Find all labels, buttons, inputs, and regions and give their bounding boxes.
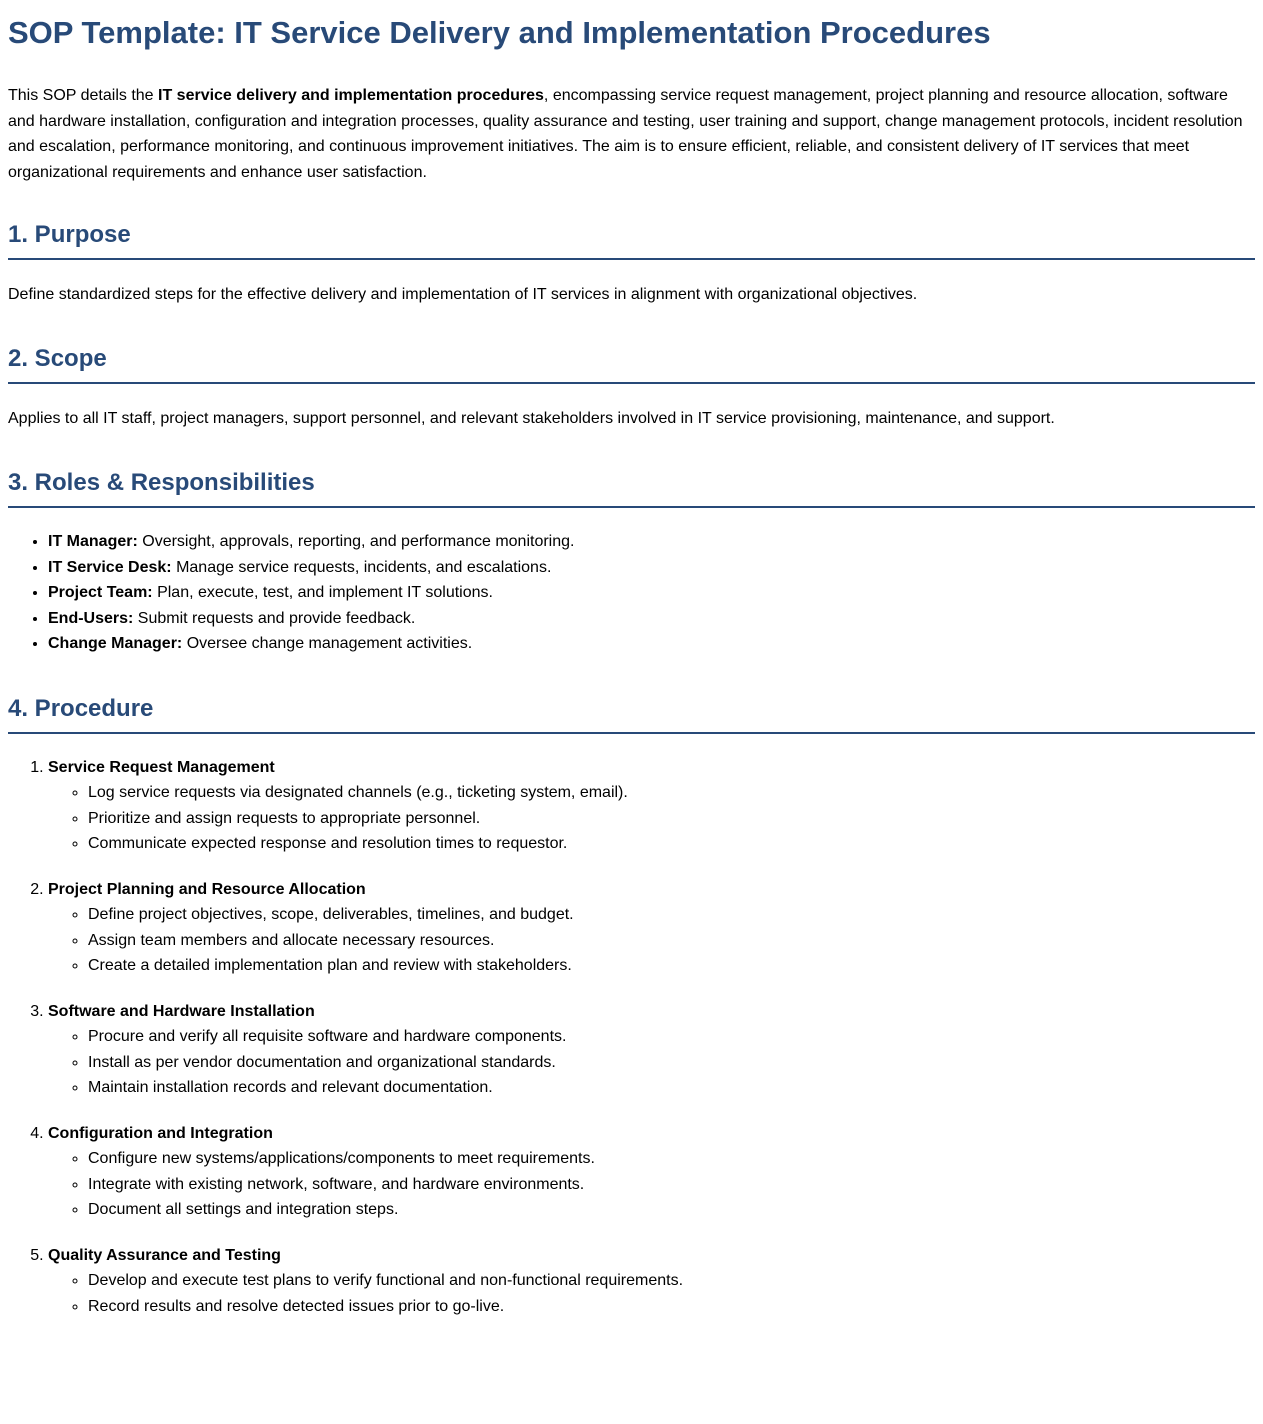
step-title: Quality Assurance and Testing <box>48 1246 281 1264</box>
substep: ◦ Record results and resolve detected issues prior to go-live. <box>88 1294 1255 1320</box>
page-title: SOP Template: IT Service Delivery and Implementation Procedures <box>8 15 991 50</box>
substep: ◦ Install as per vendor documentation and organizational standards. <box>88 1050 1255 1076</box>
roles-list <box>8 529 1255 657</box>
substep: ◦ Assign team members and allocate necessary resources. <box>88 928 1255 954</box>
step-substeps <box>48 780 1255 857</box>
role-name: End-Users: <box>48 609 134 627</box>
step-substeps <box>48 1268 1255 1319</box>
procedure-step <box>48 1121 1255 1223</box>
procedure-step <box>48 999 1255 1101</box>
procedure-heading: 4. Procedure <box>8 694 1255 734</box>
step-substeps <box>48 1146 1255 1223</box>
section-purpose <box>8 220 1255 307</box>
substep: ◦ Configure new systems/applications/components to meet requirements. <box>88 1146 1255 1172</box>
role-item <box>48 580 1255 606</box>
role-name: Change Manager: <box>48 635 183 652</box>
scope-heading: 2. Scope <box>8 344 1255 384</box>
step-substeps <box>48 1024 1255 1101</box>
section-scope <box>8 344 1255 431</box>
role-item <box>48 606 1255 632</box>
substep: ◦ Document all settings and integration steps. <box>88 1197 1255 1223</box>
section-roles <box>8 468 1255 657</box>
substep: ◦ Define project objectives, scope, deliverables, timelines, and budget. <box>88 902 1255 928</box>
role-name: Project Team: <box>48 584 153 601</box>
intro-prefix: This SOP details the <box>8 87 158 104</box>
section-procedure <box>8 694 1255 1320</box>
substep: ◦ Integrate with existing network, software, and hardware environments. <box>88 1172 1255 1198</box>
intro-suffix: , encompassing service request management, project planning and resource allocation, software and hardware installation, configuration and integration processes, quality assurance and testing, user training and support, change management protocols, incident resolution and escalation, performance monitoring, and continuous improvement initiatives. The aim is to ensure efficient, reliable, and consistent delivery of IT services that meet organizational requirements and enhance user satisfaction. <box>8 87 1243 181</box>
substep: ◦ Procure and verify all requisite software and hardware components. <box>88 1024 1255 1050</box>
step-substeps <box>48 902 1255 979</box>
procedure-step <box>48 1243 1255 1320</box>
procedure-step <box>48 755 1255 857</box>
role-desc: Plan, execute, test, and implement IT solutions. <box>152 584 493 601</box>
role-item <box>48 529 1255 555</box>
role-name: IT Manager: <box>48 533 138 550</box>
substep: ◦ Communicate expected response and resolution times to requestor. <box>88 831 1255 857</box>
step-title: Configuration and Integration <box>48 1124 273 1142</box>
role-desc: Oversee change management activities. <box>182 635 473 652</box>
procedure-step <box>48 877 1255 979</box>
substep: ◦ Prioritize and assign requests to appropriate personnel. <box>88 806 1255 832</box>
role-desc: Submit requests and provide feedback. <box>133 609 416 627</box>
intro-bold: IT service delivery and implementation procedures <box>158 87 544 104</box>
purpose-heading: 1. Purpose <box>8 220 1255 260</box>
role-desc: Oversight, approvals, reporting, and performance monitoring. <box>137 533 575 550</box>
step-title: Project Planning and Resource Allocation <box>48 880 366 898</box>
substep: ◦ Create a detailed implementation plan and review with stakeholders. <box>88 953 1255 979</box>
purpose-text: Define standardized steps for the effective delivery and implementation of IT services in alignment with organizational objectives. <box>8 286 918 303</box>
roles-heading: 3. Roles & Responsibilities <box>8 468 1255 508</box>
intro-paragraph <box>8 83 1255 185</box>
scope-text: Applies to all IT staff, project managers, support personnel, and relevant stakeholders involved in IT service provisioning, maintenance, and support. <box>8 410 1055 427</box>
step-title: Service Request Management <box>48 758 275 776</box>
role-desc: Manage service requests, incidents, and escalations. <box>171 558 552 576</box>
step-title: Software and Hardware Installation <box>48 1002 315 1020</box>
substep: ◦ Maintain installation records and relevant documentation. <box>88 1075 1255 1101</box>
substep: ◦ Develop and execute test plans to verify functional and non-functional requirements. <box>88 1268 1255 1294</box>
role-item <box>48 631 1255 657</box>
role-name: IT Service Desk: <box>48 558 172 576</box>
procedure-steps <box>8 755 1255 1320</box>
role-item <box>48 555 1255 581</box>
substep: ◦ Log service requests via designated channels (e.g., ticketing system, email). <box>88 780 1255 806</box>
